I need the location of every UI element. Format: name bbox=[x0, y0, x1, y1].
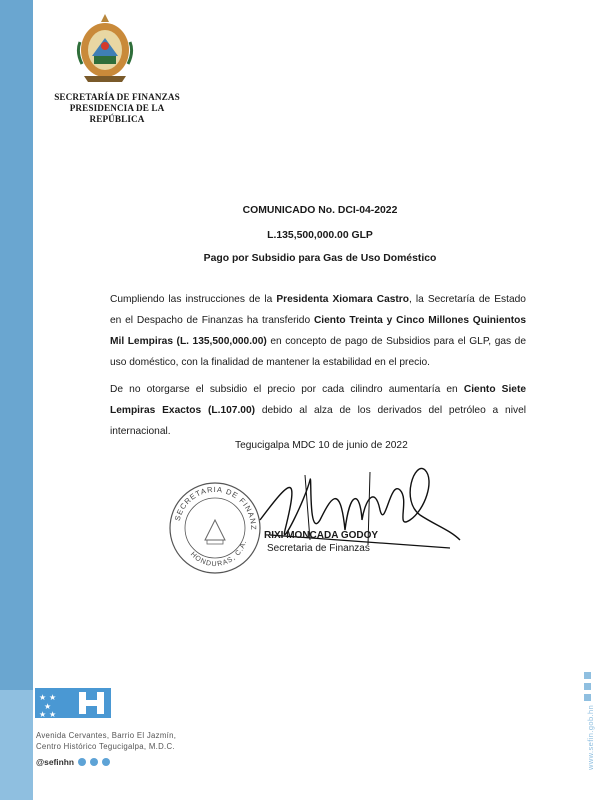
svg-text:★: ★ bbox=[39, 710, 47, 718]
square-3 bbox=[584, 694, 591, 701]
svg-text:SECRETARIA DE FINANZAS bbox=[165, 478, 258, 531]
place-date: Tegucigalpa MDC 10 de junio de 2022 bbox=[235, 440, 408, 451]
body-paragraph-2 bbox=[110, 379, 526, 442]
footer-squares bbox=[584, 672, 594, 705]
seal-bottom-text: HONDURAS, C.A. bbox=[188, 539, 249, 569]
svg-text:★: ★ bbox=[44, 702, 52, 711]
letterhead-line-1: SECRETARÍA DE FINANZAS bbox=[54, 92, 180, 102]
facebook-icon[interactable] bbox=[78, 758, 86, 766]
address-line-1: Avenida Cervantes, Barrio El Jazmín, bbox=[36, 731, 177, 740]
p1-president: Presidenta Xiomara Castro bbox=[276, 294, 409, 305]
body-paragraph-1 bbox=[110, 289, 526, 373]
p1-text-e: en concepto de pago de Subsidios para el GLP, gas de uso doméstico, con la finalidad de mantener la estabilidad en el precio. bbox=[110, 336, 526, 368]
communique-amount: L.135,500,000.00 GLP bbox=[267, 230, 373, 241]
communique-subject: Pago por Subsidio para Gas de Uso Doméstico bbox=[203, 253, 437, 264]
seal-top-text: SECRETARIA DE FINANZ bbox=[172, 484, 259, 531]
footer-address bbox=[36, 730, 176, 752]
twitter-icon[interactable] bbox=[90, 758, 98, 766]
p1-text-a: Cumpliendo las instrucciones de la bbox=[110, 294, 277, 305]
letterhead-line-2: PRESIDENCIA DE LA REPÚBLICA bbox=[69, 103, 165, 124]
h-logo-icon bbox=[35, 688, 111, 718]
handle-text: @sefinhn bbox=[36, 757, 74, 767]
p2-text-a: De no otorgarse el subsidio el precio por cada cilindro aumentaría en bbox=[110, 384, 464, 395]
website-link[interactable]: www.sefin.gob.hn bbox=[586, 704, 595, 770]
side-color-bar bbox=[0, 0, 33, 800]
square-1 bbox=[584, 672, 591, 679]
communique-title: COMUNICADO No. DCI-04-2022 bbox=[242, 205, 398, 216]
address-line-2: Centro Histórico Tegucigalpa, M.D.C. bbox=[36, 742, 175, 751]
side-bar-lower bbox=[0, 690, 33, 800]
svg-text:★: ★ bbox=[39, 693, 47, 702]
square-2 bbox=[584, 683, 591, 690]
p2-amount: Ciento Siete Lempiras Exactos (L.107.00) bbox=[110, 384, 527, 416]
social-handle bbox=[36, 757, 110, 767]
signatory-role: Secretaria de Finanzas bbox=[267, 543, 370, 554]
svg-text:★: ★ bbox=[49, 693, 57, 702]
p2-text-c: debido al alza de los derivados del petróleo a nivel internacional. bbox=[110, 405, 526, 437]
p1-amount: Ciento Treinta y Cinco Millones Quinientos Mil Lempiras (L. 135,500,000.00) bbox=[110, 315, 526, 347]
coat-of-arms-icon bbox=[74, 12, 136, 86]
letterhead bbox=[42, 92, 192, 125]
signatory-name: RIXI MONCADA GODOY bbox=[264, 530, 379, 541]
svg-text:★: ★ bbox=[49, 710, 57, 718]
p1-text-c: , la Secretaría de Estado en el Despacho de Finanzas ha transferido bbox=[110, 294, 526, 326]
instagram-icon[interactable] bbox=[102, 758, 110, 766]
